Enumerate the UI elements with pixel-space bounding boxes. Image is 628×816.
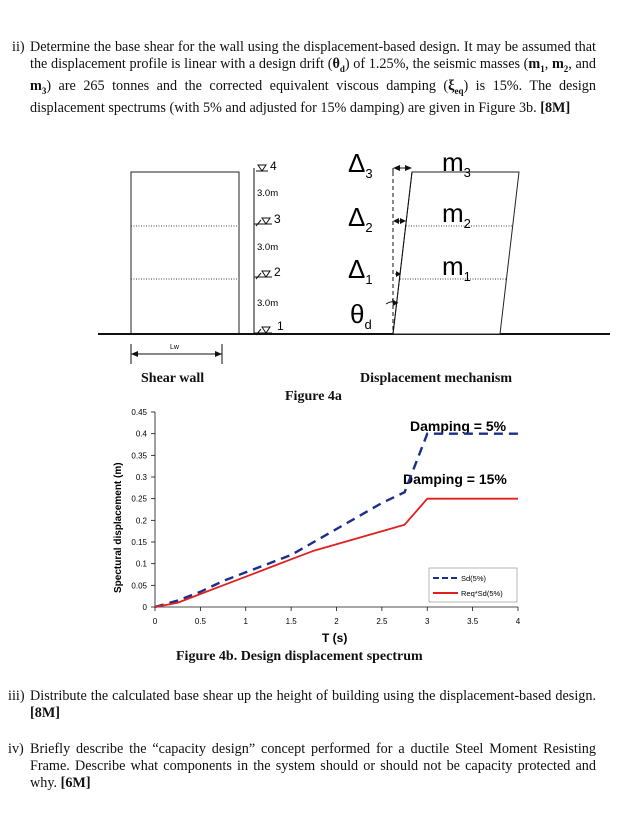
question-iv-text: Briefly describe the “capacity design” concept performed for a ductile Steel Moment Resisting Frame. Describe what components in the system should or should not be capacity protected and why.	[30, 741, 596, 791]
level-marker-3	[254, 212, 281, 226]
theta-symbol: $\theta_d$	[332, 56, 345, 74]
x-tick-label: 0	[152, 617, 158, 626]
y-tick-label: 0	[142, 603, 147, 612]
x-tick-label: 3	[425, 617, 430, 626]
level-marker-2	[254, 265, 281, 279]
y-tick-label: 0.4	[135, 429, 147, 439]
xi-symbol: $\xi_{eq}$	[448, 77, 464, 96]
figure-4a-caption: Figure 4a	[285, 389, 342, 404]
question-ii-number: ii)	[12, 39, 25, 55]
delta-2: $\Delta_2$	[348, 202, 373, 235]
x-tick-label: 2.5	[376, 617, 388, 626]
mechanism-caption: Displacement mechanism	[360, 371, 513, 386]
question-ii-marks: [8M]	[540, 99, 571, 116]
figure-4b-caption: Figure 4b. Design displacement spectrum	[176, 649, 423, 664]
mass-m3: $m_3$	[30, 77, 47, 96]
sep-1: ,	[544, 56, 552, 72]
delta-1: $\Delta_1$	[348, 254, 373, 287]
level-marker-4	[256, 159, 277, 173]
question-ii	[12, 39, 596, 117]
y-tick-label: 0.45	[131, 408, 147, 417]
y-tick-label: 0.25	[131, 494, 147, 504]
question-ii-text-3: ) are 265 tonnes and the corrected equivalent viscous damping (	[46, 77, 449, 94]
mass-3: $m_3$	[442, 147, 471, 180]
question-iv	[8, 741, 596, 792]
mass-2: $m_2$	[442, 198, 471, 231]
legend-label-req: Req*Sd(5%)	[461, 589, 503, 598]
annotation-damping-15: Damping = 15%	[403, 471, 507, 487]
figure-4b-chart	[0, 400, 628, 650]
level-label-1: 1	[277, 319, 284, 333]
storey-height-label: 3.0m	[257, 188, 279, 199]
y-tick-label: 0.35	[131, 451, 147, 461]
x-tick-label: 1.5	[285, 617, 297, 626]
y-tick-label: 0.15	[131, 538, 147, 547]
x-tick-label: 1	[243, 617, 248, 626]
question-iii-text: Distribute the calculated base shear up the height of building using the displacement-based design.	[30, 688, 596, 704]
question-iii	[8, 688, 596, 722]
level-label-3: 3	[274, 212, 281, 226]
annotation-damping-5: Damping = 5%	[410, 418, 507, 434]
y-tick-label: 0.3	[135, 473, 147, 482]
level-label-4: 4	[270, 159, 277, 173]
question-ii-text-1: Determine the base shear for the wall using the displacement-based design. It may be assumed that the displacement profile is linear with a design drift (	[30, 39, 596, 72]
question-iv-number: iv)	[8, 741, 24, 757]
mass-m1: $m_1$	[528, 56, 545, 74]
shear-wall	[131, 172, 239, 334]
legend-label-sd5: Sd(5%)	[461, 574, 487, 583]
y-tick-label: 0.2	[135, 516, 147, 526]
question-ii-text-4: ) is 15%. The design displacement spectrums (with 5% and adjusted for 15% damping) are given in Figure 3b.	[30, 77, 596, 116]
figure-4a	[0, 140, 628, 405]
lw-label: Lw	[170, 344, 179, 351]
x-axis-label: T (s)	[322, 631, 348, 645]
mass-m2: $m_2$	[551, 56, 569, 74]
level-marker-1	[254, 319, 284, 335]
x-tick-label: 2	[334, 617, 339, 626]
shear-wall-caption: Shear wall	[141, 371, 205, 386]
question-ii-text-2: ) of 1.25%, the seismic masses (	[344, 56, 529, 72]
mass-1: $m_1$	[442, 251, 471, 284]
y-tick-label: 0.05	[131, 581, 147, 591]
storey-height-label: 3.0m	[257, 298, 279, 309]
delta-3: $\Delta_3$	[348, 148, 373, 181]
x-tick-label: 0.5	[194, 617, 206, 626]
question-iii-number: iii)	[8, 688, 25, 704]
sep-2: , and	[568, 56, 596, 72]
level-label-2: 2	[274, 265, 281, 279]
storey-height-label: 3.0m	[257, 242, 279, 253]
theta-d: $\theta_d$	[350, 299, 372, 332]
y-axis-label: Spectural displacement (m)	[113, 462, 124, 593]
question-iii-marks: [8M]	[30, 705, 60, 721]
x-tick-label: 3.5	[467, 617, 479, 626]
y-tick-label: 0.1	[135, 559, 147, 569]
question-iv-marks: [6M]	[60, 775, 91, 791]
x-tick-label: 4	[515, 617, 521, 626]
